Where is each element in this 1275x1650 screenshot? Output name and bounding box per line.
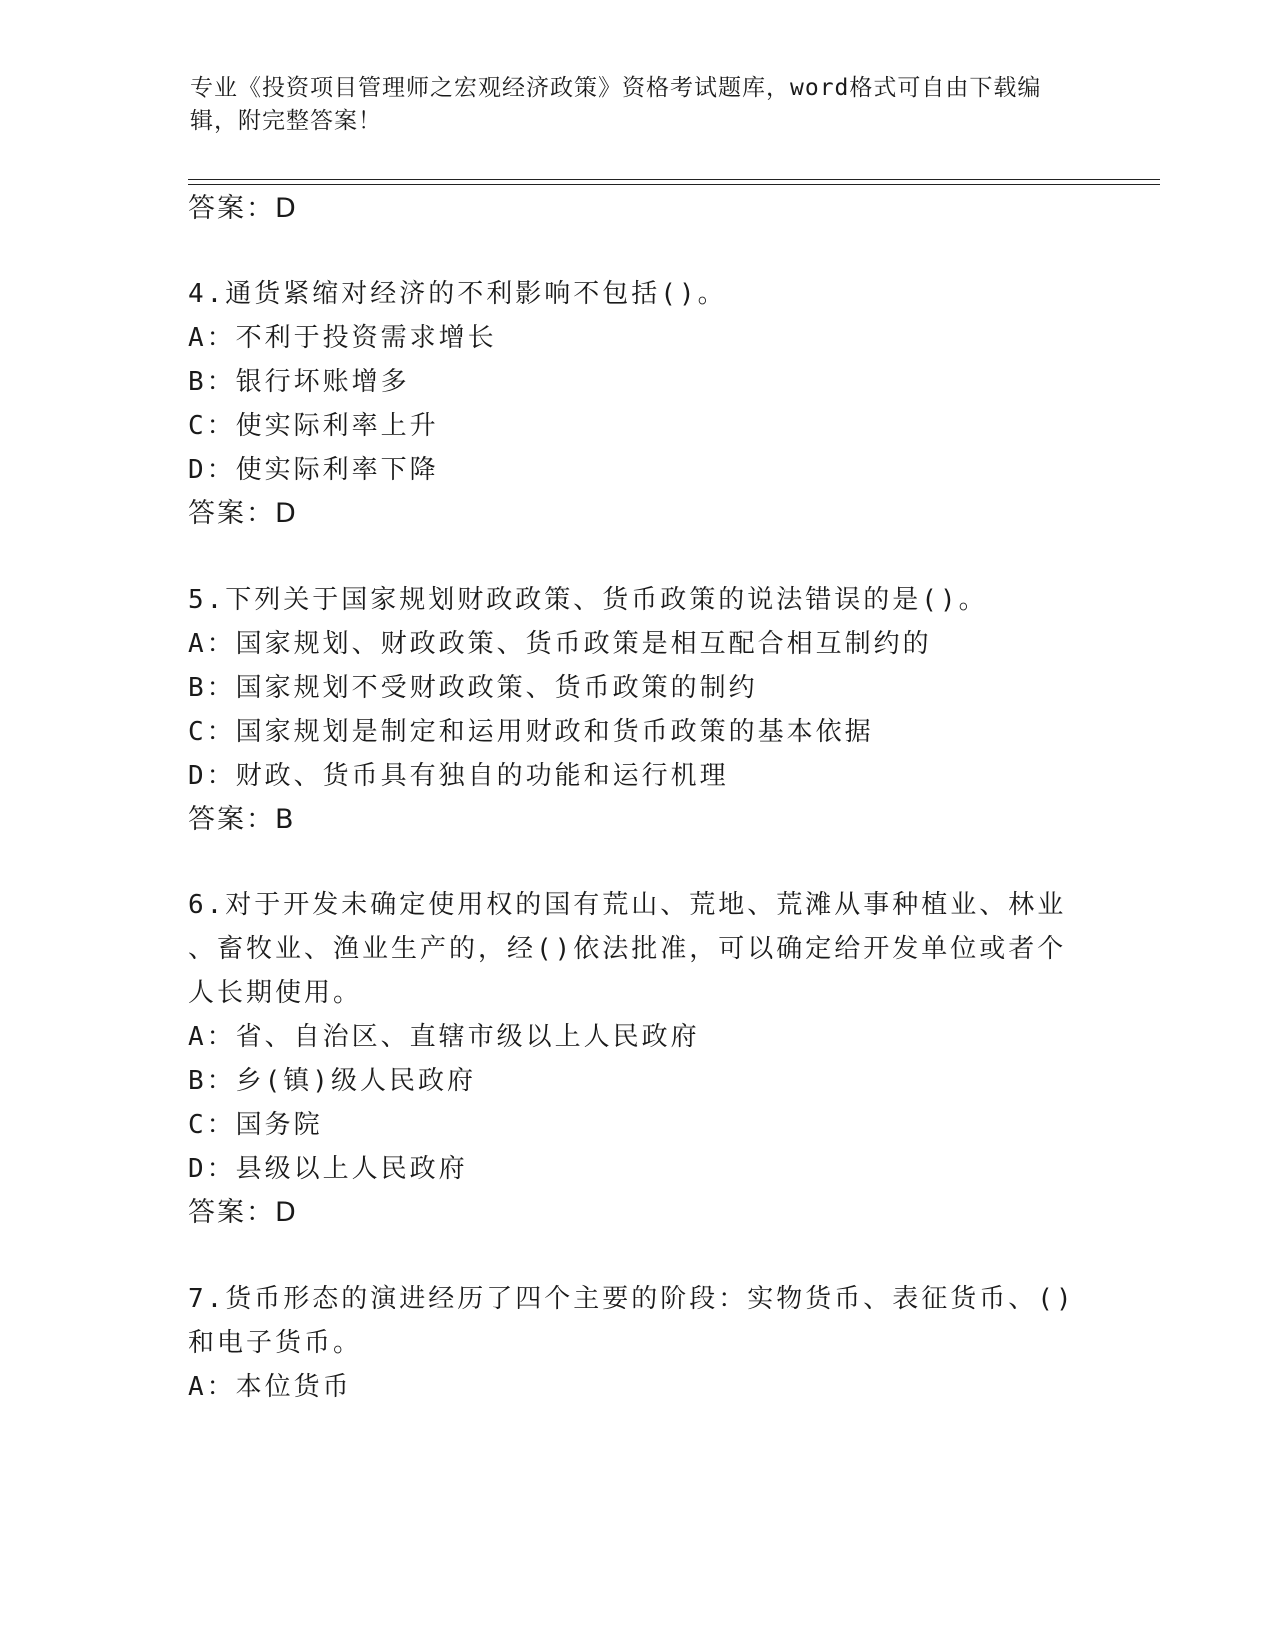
question-stem: 6.对于开发未确定使用权的国有荒山、荒地、荒滩从事种植业、林业 — [188, 890, 1067, 920]
header-line: 专业《投资项目管理师之宏观经济政策》资格考试题库，word格式可自由下载编 — [190, 75, 1042, 101]
option-d: D：县级以上人民政府 — [188, 1154, 468, 1184]
option-a: A：省、自治区、直辖市级以上人民政府 — [188, 1022, 700, 1052]
answer-line: 答案：D — [188, 193, 298, 224]
question-stem: 和电子货币。 — [188, 1328, 363, 1358]
option-a: A：本位货币 — [188, 1372, 352, 1402]
option-d: D：财政、货币具有独自的功能和运行机理 — [188, 761, 729, 791]
header-line: 辑，附完整答案！ — [190, 108, 382, 134]
document-header — [190, 72, 1090, 138]
option-b: B：乡(镇)级人民政府 — [188, 1066, 476, 1096]
header-double-rule — [188, 179, 1160, 185]
answer-line: 答案：D — [188, 1197, 298, 1228]
question-stem: 5.下列关于国家规划财政政策、货币政策的说法错误的是()。 — [188, 585, 988, 615]
option-c: C：使实际利率上升 — [188, 411, 439, 441]
question-stem: 人长期使用。 — [188, 978, 363, 1008]
question-stem: 7.货币形态的演进经历了四个主要的阶段：实物货币、表征货币、() — [188, 1284, 1075, 1314]
answer-line: 答案：D — [188, 498, 298, 529]
option-b: B：国家规划不受财政政策、货币政策的制约 — [188, 673, 758, 703]
option-c: C：国务院 — [188, 1110, 323, 1140]
option-b: B：银行坏账增多 — [188, 367, 410, 397]
question-stem: 、畜牧业、渔业生产的，经()依法批准，可以确定给开发单位或者个 — [188, 934, 1067, 964]
option-c: C：国家规划是制定和运用财政和货币政策的基本依据 — [188, 717, 874, 747]
option-a: A：国家规划、财政政策、货币政策是相互配合相互制约的 — [188, 629, 932, 659]
option-d: D：使实际利率下降 — [188, 455, 439, 485]
option-a: A：不利于投资需求增长 — [188, 323, 497, 353]
question-stem: 4.通货紧缩对经济的不利影响不包括()。 — [188, 279, 727, 309]
answer-line: 答案：B — [188, 804, 296, 835]
